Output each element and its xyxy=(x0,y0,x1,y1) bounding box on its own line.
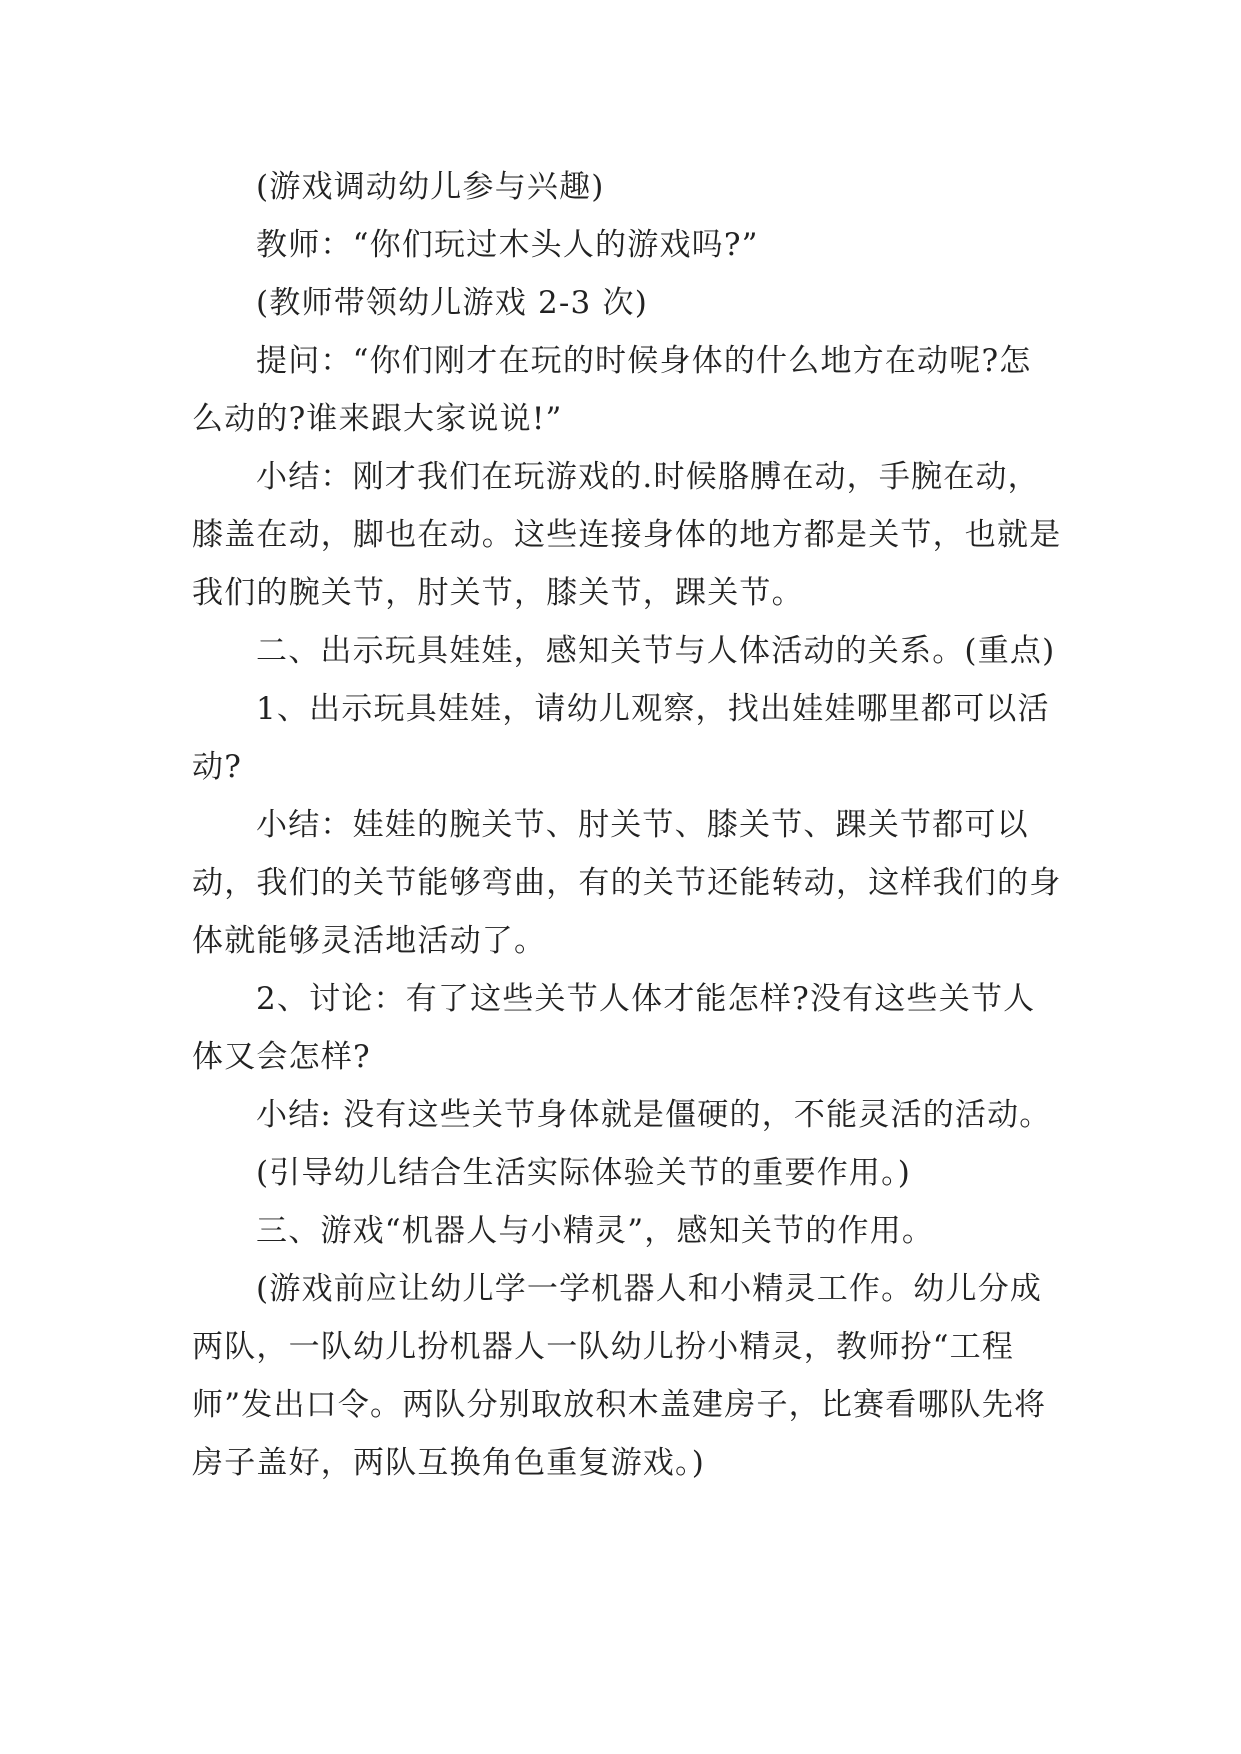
paragraph-game-instructions: (游戏前应让幼儿学一学机器人和小精灵工作。幼儿分成两队，一队幼儿扮机器人一队幼儿扮小精灵，教师扮“工程师”发出口令。两队分别取放积木盖建房子，比赛看哪队先将房子盖好，两队互换角色重复游戏。) xyxy=(192,1271,1047,1481)
paragraph-summary-stiff: 小结: 没有这些关节身体就是僵硬的，不能灵活的活动。 xyxy=(256,1097,1052,1133)
paragraph-summary-doll-joints: 小结：娃娃的腕关节、肘关节、膝关节、踝关节都可以动，我们的关节能够弯曲，有的关节还能转动，这样我们的身体就能够灵活地活动了。 xyxy=(192,807,1062,959)
document-page xyxy=(192,158,1062,1492)
paragraph-section-two-heading: 二、出示玩具娃娃，感知关节与人体活动的关系。(重点) xyxy=(256,633,1056,669)
paragraph-step-one: 1、出示玩具娃娃，请幼儿观察，找出娃娃哪里都可以活动? xyxy=(192,691,1050,785)
paragraph-teacher-leads-game: (教师带领幼儿游戏 2-3 次) xyxy=(256,285,649,321)
paragraph-game-interest: (游戏调动幼儿参与兴趣) xyxy=(256,169,605,205)
paragraph-guide-children: (引导幼儿结合生活实际体验关节的重要作用。) xyxy=(256,1155,912,1191)
paragraph-teacher-question: 教师：“你们玩过木头人的游戏吗?” xyxy=(256,227,759,263)
paragraph-step-two-discussion: 2、讨论：有了这些关节人体才能怎样?没有这些关节人体又会怎样? xyxy=(192,981,1036,1075)
paragraph-section-three-heading: 三、游戏“机器人与小精灵”，感知关节的作用。 xyxy=(256,1213,935,1249)
paragraph-question-body-moving: 提问：“你们刚才在玩的时候身体的什么地方在动呢?怎么动的?谁来跟大家说说!” xyxy=(192,343,1032,437)
paragraph-summary-joints: 小结：刚才我们在玩游戏的.时候胳膊在动，手腕在动，膝盖在动，脚也在动。这些连接身体的地方都是关节，也就是我们的腕关节，肘关节，膝关节，踝关节。 xyxy=(192,459,1062,611)
